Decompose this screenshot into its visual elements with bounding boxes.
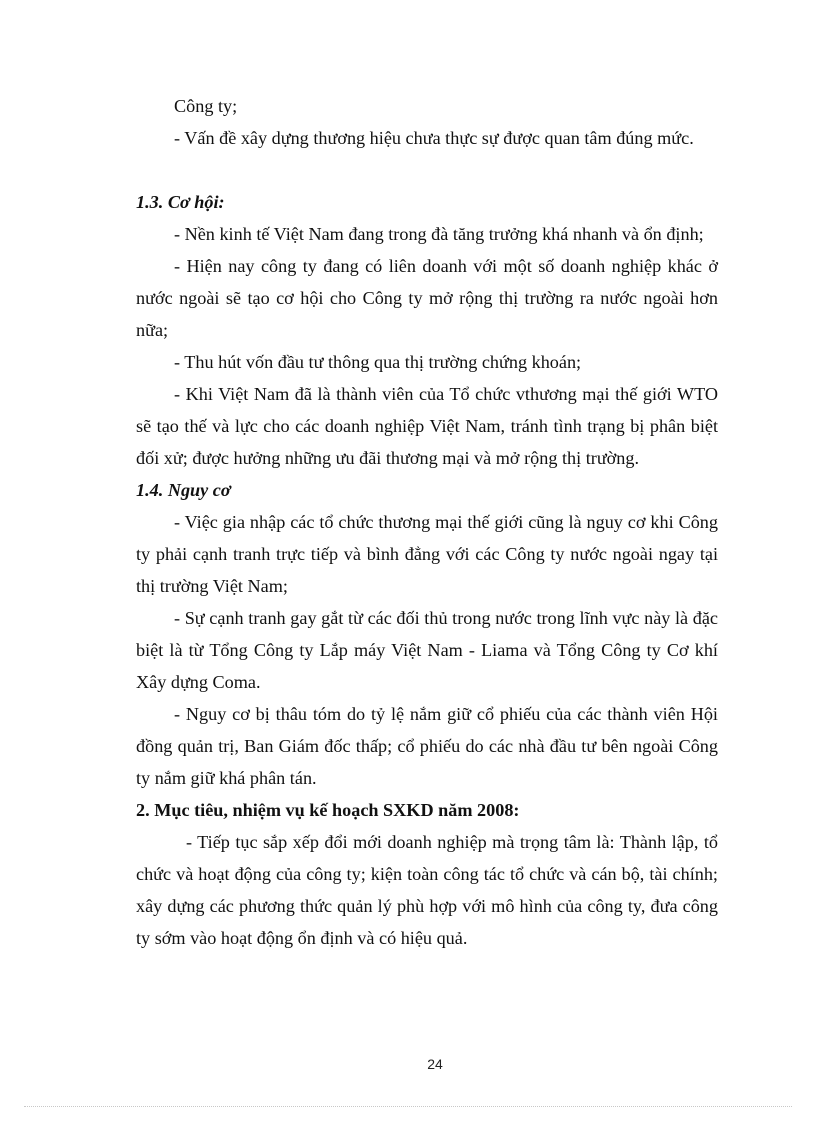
opportunity-item: - Nền kinh tế Việt Nam đang trong đà tăng trưởng khá nhanh và ổn định; <box>174 224 704 244</box>
opportunity-item: - Thu hút vốn đầu tư thông qua thị trường chứng khoán; <box>174 352 582 372</box>
continued-line: Công ty; <box>174 96 238 116</box>
section-heading-opportunities: 1.3. Cơ hội: <box>136 192 225 212</box>
document-body <box>136 90 718 954</box>
opportunity-item: - Khi Việt Nam đã là thành viên của Tổ chức vthương mại thế giới WTO sẽ tạo thế và lực cho các doanh nghiệp Việt Nam, tránh tình trạng bị phân biệt đối xử; được hưởng những ưu đãi thương mại và mở rộng thị trường. <box>136 384 718 468</box>
page-bottom-divider <box>24 1106 792 1107</box>
section-spacer <box>136 154 718 186</box>
opportunity-item: - Hiện nay công ty đang có liên doanh với một số doanh nghiệp khác ở nước ngoài sẽ tạo cơ hội cho Công ty mở rộng thị trường ra nước ngoài hơn nữa; <box>136 256 718 340</box>
section-heading-goals: 2. Mục tiêu, nhiệm vụ kế hoạch SXKD năm 2008: <box>136 800 520 820</box>
section-heading-threats: 1.4. Nguy cơ <box>136 480 231 500</box>
goal-item: - Tiếp tục sắp xếp đổi mới doanh nghiệp mà trọng tâm là: Thành lập, tổ chức và hoạt động của công ty; kiện toàn công tác tổ chức và cán bộ, tài chính; xây dựng các phương thức quản lý phù hợp với mô hình của công ty, đưa công ty sớm vào hoạt động ổn định và có hiệu quả. <box>136 832 718 948</box>
weakness-item: - Vấn đề xây dựng thương hiệu chưa thực sự được quan tâm đúng mức. <box>174 128 694 148</box>
threat-item: - Việc gia nhập các tổ chức thương mại thế giới cũng là nguy cơ khi Công ty phải cạnh tranh trực tiếp và bình đẳng với các Công ty nước ngoài ngay tại thị trường Việt Nam; <box>136 512 718 596</box>
page-number: 24 <box>427 1056 443 1072</box>
threat-item: - Nguy cơ bị thâu tóm do tỷ lệ nắm giữ cổ phiếu của các thành viên Hội đồng quản trị, Ban Giám đốc thấp; cổ phiếu do các nhà đầu tư bên ngoài Công ty nắm giữ khá phân tán. <box>136 704 718 788</box>
threat-item: - Sự cạnh tranh gay gắt từ các đối thủ trong nước trong lĩnh vực này là đặc biệt là từ Tổng Công ty Lắp máy Việt Nam - Liama và Tổng Công ty Cơ khí Xây dựng Coma. <box>136 608 718 692</box>
